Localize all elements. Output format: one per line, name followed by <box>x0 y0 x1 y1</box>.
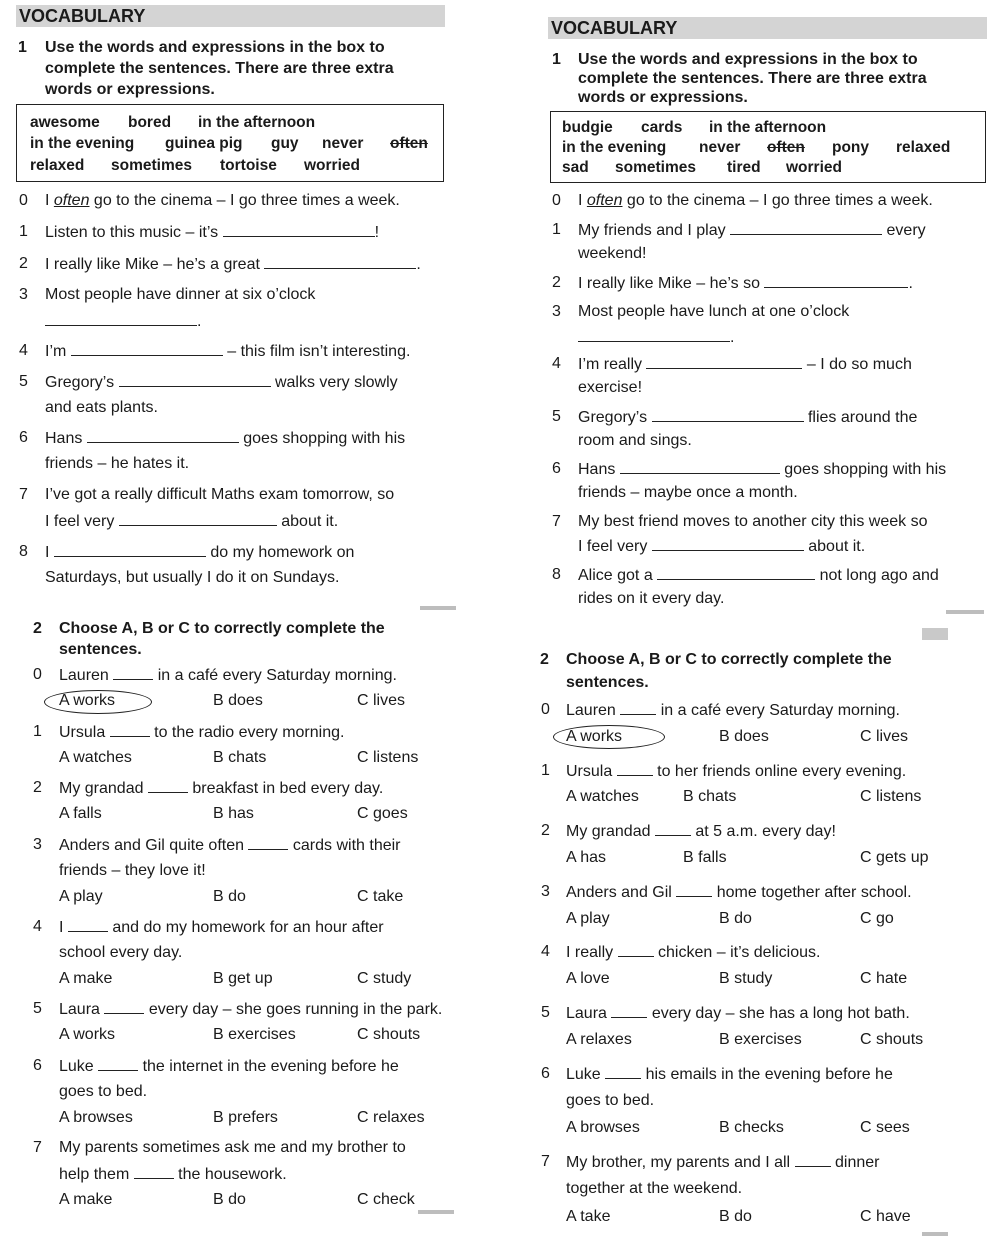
right-ex1-item-7-line2: I feel very about it. <box>578 538 866 555</box>
right-box-word: tired <box>727 159 761 176</box>
answer-blank[interactable] <box>248 836 288 850</box>
left-box-word: in the afternoon <box>198 114 316 131</box>
right-ex2-item-1: Ursula to her friends online every evening. <box>566 763 907 780</box>
answer-blank[interactable] <box>71 342 223 356</box>
left-ex1-item-3-line2: . <box>45 312 201 331</box>
answer-blank[interactable] <box>223 223 375 237</box>
left-q-number: 1 <box>33 723 42 740</box>
left-ex2-instruction-line1: Choose A, B or C to correctly complete the <box>59 620 385 637</box>
left-ex1-item-5: Gregory’s walks very slowly <box>45 374 398 391</box>
right-box-word: never <box>699 139 741 156</box>
answer-blank[interactable] <box>652 537 804 551</box>
answer-blank[interactable] <box>119 373 271 387</box>
option-c[interactable]: C check <box>357 1191 415 1208</box>
right-item-number: 0 <box>552 192 561 209</box>
right-item-number: 2 <box>552 274 561 291</box>
option-a[interactable]: A relaxes <box>566 1031 632 1048</box>
right-q-number: 6 <box>541 1065 550 1082</box>
option-a[interactable]: A take <box>566 1208 611 1225</box>
right-box-word: worried <box>786 159 842 176</box>
divider-mark <box>420 606 456 610</box>
option-a[interactable]: A watches <box>566 788 639 805</box>
option-a[interactable]: A make <box>59 970 113 987</box>
right-item-number: 1 <box>552 221 561 238</box>
left-box-word: sometimes <box>111 157 192 174</box>
option-c[interactable]: C relaxes <box>357 1109 425 1126</box>
right-q-number: 2 <box>541 822 550 839</box>
answer-blank[interactable] <box>795 1153 831 1167</box>
left-item-number: 0 <box>19 192 28 209</box>
option-c[interactable]: C go <box>860 910 894 927</box>
left-ex1-item-2: I really like Mike – he’s a great . <box>45 256 421 273</box>
right-ex1-item-1: My friends and I play every <box>578 222 926 239</box>
left-q-number: 4 <box>33 918 42 935</box>
right-ex2-item-5: Laura every day – she has a long hot bath. <box>566 1005 910 1022</box>
left-box-word: guy <box>271 135 299 152</box>
right-q-number: 5 <box>541 1004 550 1021</box>
right-ex1-number: 1 <box>552 51 561 68</box>
option-c[interactable]: C take <box>357 888 404 905</box>
right-ex1-item-3-line2: . <box>578 328 734 347</box>
left-ex1-item-8: I do my homework on <box>45 544 355 561</box>
right-item-number: 7 <box>552 513 561 530</box>
right-ex2-instruction-line1: Choose A, B or C to correctly complete the <box>566 651 892 668</box>
left-ex1-item-7-line1: I’ve got a really difficult Maths exam tomorrow, so <box>45 486 395 503</box>
left-ex2-item-7-line1: My parents sometimes ask me and my brother to <box>59 1139 406 1156</box>
right-ex1-item-4: I’m really – I do so much <box>578 356 912 373</box>
option-c[interactable]: C gets up <box>860 849 929 866</box>
right-ex1-item-4-line2: exercise! <box>578 379 643 396</box>
right-ex1-item-8-line2: rides on it every day. <box>578 590 725 607</box>
left-ex1-item-6-line2: friends – he hates it. <box>45 455 190 472</box>
left-ex1-item-3-line1: Most people have dinner at six o’clock <box>45 286 316 303</box>
left-q-number: 7 <box>33 1139 42 1156</box>
right-ex2-item-7-line2: together at the weekend. <box>566 1180 743 1197</box>
option-b[interactable]: B study <box>719 970 773 987</box>
left-item-number: 5 <box>19 373 28 390</box>
left-q-number: 2 <box>33 779 42 796</box>
answer-blank[interactable] <box>98 1057 138 1071</box>
answer-blank[interactable] <box>657 566 815 580</box>
option-c[interactable]: C listens <box>860 788 922 805</box>
right-ex2-item-7: My brother, my parents and I all dinner <box>566 1154 880 1171</box>
right-ex1-item-6: Hans goes shopping with his <box>578 461 947 478</box>
right-ex1-instruction-line3: words or expressions. <box>578 89 748 106</box>
left-ex1-item-5-line2: and eats plants. <box>45 399 158 416</box>
left-ex2-number: 2 <box>33 620 42 637</box>
option-b[interactable]: B checks <box>719 1119 784 1136</box>
right-item-number: 5 <box>552 408 561 425</box>
answer-blank[interactable] <box>617 762 653 776</box>
left-item-number: 8 <box>19 543 28 560</box>
right-ex2-item-3: Anders and Gil home together after school. <box>566 884 912 901</box>
option-b[interactable]: B exercises <box>213 1026 296 1043</box>
option-b[interactable]: B exercises <box>719 1031 802 1048</box>
left-ex1-instruction-line3: words or expressions. <box>45 81 215 98</box>
left-box-word: relaxed <box>30 157 85 174</box>
option-c[interactable]: C study <box>357 970 412 987</box>
answer-blank[interactable] <box>611 1004 647 1018</box>
left-item-number: 6 <box>19 429 28 446</box>
option-c[interactable]: C have <box>860 1208 911 1225</box>
option-a[interactable]: A has <box>566 849 607 866</box>
answer-blank[interactable] <box>45 312 197 326</box>
right-ex1-item-3-line1: Most people have lunch at one o’clock <box>578 303 850 320</box>
option-b[interactable]: B prefers <box>213 1109 278 1126</box>
divider-mark <box>922 1232 948 1236</box>
right-q-number: 0 <box>541 701 550 718</box>
option-c[interactable]: C sees <box>860 1119 910 1136</box>
answer-blank[interactable] <box>87 429 239 443</box>
left-box-word: tortoise <box>220 157 277 174</box>
option-a[interactable]: A works <box>59 692 116 709</box>
right-q-number: 3 <box>541 883 550 900</box>
right-box-word: relaxed <box>896 139 951 156</box>
divider-mark <box>946 610 984 614</box>
right-ex1-item-5: Gregory’s flies around the <box>578 409 918 426</box>
left-ex2-item-6-line2: goes to bed. <box>59 1083 148 1100</box>
right-ex1-instruction-line1: Use the words and expressions in the box to <box>578 51 918 68</box>
left-box-word-crossed: often <box>390 135 428 152</box>
right-ex2-item-2: My grandad at 5 a.m. every day! <box>566 823 836 840</box>
answer-blank[interactable] <box>764 274 908 288</box>
answer-blank[interactable] <box>676 883 712 897</box>
left-ex1-item-8-line2: Saturdays, but usually I do it on Sundays. <box>45 569 340 586</box>
left-ex1-instruction-line2: complete the sentences. There are three extra <box>45 60 394 77</box>
option-b[interactable]: B get up <box>213 970 273 987</box>
left-q-number: 6 <box>33 1057 42 1074</box>
divider-mark <box>418 1210 454 1214</box>
answer-blank[interactable] <box>54 543 206 557</box>
right-box-word: in the evening <box>562 139 667 156</box>
left-item-number: 7 <box>19 486 28 503</box>
right-ex1-item-0: I often go to the cinema – I go three times a week. <box>578 192 933 209</box>
option-b[interactable]: B do <box>213 888 246 905</box>
answer-blank[interactable] <box>134 1165 174 1179</box>
left-ex1-number: 1 <box>18 39 27 56</box>
right-ex2-instruction-line2: sentences. <box>566 674 649 691</box>
left-ex2-item-1: Ursula to the radio every morning. <box>59 724 345 741</box>
option-b[interactable]: B does <box>213 692 263 709</box>
option-a[interactable]: A works <box>566 728 623 745</box>
right-vocabulary-title: VOCABULARY <box>548 17 987 39</box>
left-ex2-item-3: Anders and Gil quite often cards with their <box>59 837 401 854</box>
right-ex2-item-4: I really chicken – it’s delicious. <box>566 944 821 961</box>
left-item-number: 1 <box>19 223 28 240</box>
answer-blank[interactable] <box>104 1000 144 1014</box>
answer-blank[interactable] <box>605 1065 641 1079</box>
left-box-word: bored <box>128 114 172 131</box>
option-a[interactable]: A falls <box>59 805 102 822</box>
left-ex2-item-2: My grandad breakfast in bed every day. <box>59 780 384 797</box>
right-ex1-item-5-line2: room and sings. <box>578 432 692 449</box>
left-box-word: worried <box>304 157 360 174</box>
left-item-number: 4 <box>19 342 28 359</box>
right-ex1-item-7-line1: My best friend moves to another city this week so <box>578 513 928 530</box>
left-ex2-item-7-line2: help them the housework. <box>59 1166 287 1183</box>
option-a[interactable]: A works <box>59 1026 116 1043</box>
answer-blank[interactable] <box>264 255 416 269</box>
answer-blank[interactable] <box>113 666 153 680</box>
left-vocabulary-title: VOCABULARY <box>16 5 445 27</box>
answer-blank[interactable] <box>655 822 691 836</box>
option-b[interactable]: B do <box>719 910 752 927</box>
right-box-word: in the afternoon <box>709 119 827 136</box>
left-ex1-item-0: I often go to the cinema – I go three times a week. <box>45 192 400 209</box>
answer-blank[interactable] <box>730 221 882 235</box>
right-box-word-crossed: often <box>767 139 805 156</box>
left-ex1-item-4: I’m – this film isn’t interesting. <box>45 343 411 360</box>
left-box-word: guinea pig <box>165 135 243 152</box>
option-a[interactable]: A play <box>566 910 610 927</box>
right-item-number: 4 <box>552 355 561 372</box>
right-ex1-item-1-line2: weekend! <box>578 245 647 262</box>
right-q-number: 1 <box>541 762 550 779</box>
answer-blank[interactable] <box>148 779 188 793</box>
right-ex2-item-6: Luke his emails in the evening before he <box>566 1066 893 1083</box>
right-ex2-item-0: Lauren in a café every Saturday morning. <box>566 702 900 719</box>
right-q-number: 4 <box>541 943 550 960</box>
option-c[interactable]: C goes <box>357 805 408 822</box>
answer-blank[interactable] <box>68 918 108 932</box>
right-ex2-number: 2 <box>540 651 549 668</box>
option-b[interactable]: B do <box>719 1208 752 1225</box>
option-c[interactable]: C lives <box>860 728 909 745</box>
divider-mark <box>922 628 948 640</box>
left-item-number: 3 <box>19 286 28 303</box>
answer-blank[interactable] <box>618 943 654 957</box>
option-c[interactable]: C hate <box>860 970 908 987</box>
right-item-number: 3 <box>552 303 561 320</box>
left-ex2-item-4: I and do my homework for an hour after <box>59 919 384 936</box>
left-q-number: 0 <box>33 666 42 683</box>
right-box-word: sad <box>562 159 589 176</box>
left-ex2-item-6: Luke the internet in the evening before he <box>59 1058 399 1075</box>
answer-blank[interactable] <box>652 408 804 422</box>
option-c[interactable]: C shouts <box>357 1026 421 1043</box>
right-item-number: 8 <box>552 566 561 583</box>
option-a[interactable]: A love <box>566 970 610 987</box>
example-answer: often <box>53 192 90 209</box>
left-ex2-item-3-line2: friends – they love it! <box>59 862 206 879</box>
option-c[interactable]: C listens <box>357 749 419 766</box>
right-ex1-item-8: Alice got a not long ago and <box>578 567 939 584</box>
left-box-word: in the evening <box>30 135 135 152</box>
answer-blank[interactable] <box>646 355 802 369</box>
answer-blank[interactable] <box>620 460 780 474</box>
option-c[interactable]: C lives <box>357 692 406 709</box>
option-a[interactable]: A play <box>59 888 103 905</box>
option-b[interactable]: B does <box>719 728 769 745</box>
answer-blank[interactable] <box>578 328 730 342</box>
left-item-number: 2 <box>19 255 28 272</box>
left-ex1-item-1: Listen to this music – it’s ! <box>45 224 380 241</box>
answer-blank[interactable] <box>119 512 277 526</box>
right-ex1-item-2: I really like Mike – he’s so . <box>578 275 913 292</box>
option-b[interactable]: B chats <box>213 749 267 766</box>
left-q-number: 3 <box>33 836 42 853</box>
option-a[interactable]: A make <box>59 1191 113 1208</box>
option-b[interactable]: B chats <box>683 788 737 805</box>
right-ex2-item-6-line2: goes to bed. <box>566 1092 655 1109</box>
left-box-word: never <box>322 135 364 152</box>
answer-blank[interactable] <box>620 701 656 715</box>
option-c[interactable]: C shouts <box>860 1031 924 1048</box>
right-q-number: 7 <box>541 1153 550 1170</box>
example-answer: often <box>586 192 623 209</box>
right-ex1-instruction-line2: complete the sentences. There are three extra <box>578 70 927 87</box>
left-ex2-item-4-line2: school every day. <box>59 944 183 961</box>
right-box-word: sometimes <box>615 159 696 176</box>
option-a[interactable]: A browses <box>566 1119 640 1136</box>
right-box-word: pony <box>832 139 870 156</box>
left-ex2-item-0: Lauren in a café every Saturday morning. <box>59 667 397 684</box>
right-box-word: cards <box>641 119 683 136</box>
left-q-number: 5 <box>33 1000 42 1017</box>
left-ex2-instruction-line2: sentences. <box>59 641 142 658</box>
option-b[interactable]: B has <box>213 805 254 822</box>
option-a[interactable]: A browses <box>59 1109 133 1126</box>
left-ex1-item-7-line2: I feel very about it. <box>45 513 339 530</box>
left-box-word: awesome <box>30 114 100 131</box>
option-a[interactable]: A watches <box>59 749 132 766</box>
answer-blank[interactable] <box>110 723 150 737</box>
right-item-number: 6 <box>552 460 561 477</box>
left-ex2-item-5: Laura every day – she goes running in the park. <box>59 1001 443 1018</box>
right-ex1-item-6-line2: friends – maybe once a month. <box>578 484 798 501</box>
option-b[interactable]: B do <box>213 1191 246 1208</box>
option-b[interactable]: B falls <box>683 849 727 866</box>
left-ex1-instruction-line1: Use the words and expressions in the box to <box>45 39 385 56</box>
left-ex1-item-6: Hans goes shopping with his <box>45 430 406 447</box>
right-box-word: budgie <box>562 119 613 136</box>
